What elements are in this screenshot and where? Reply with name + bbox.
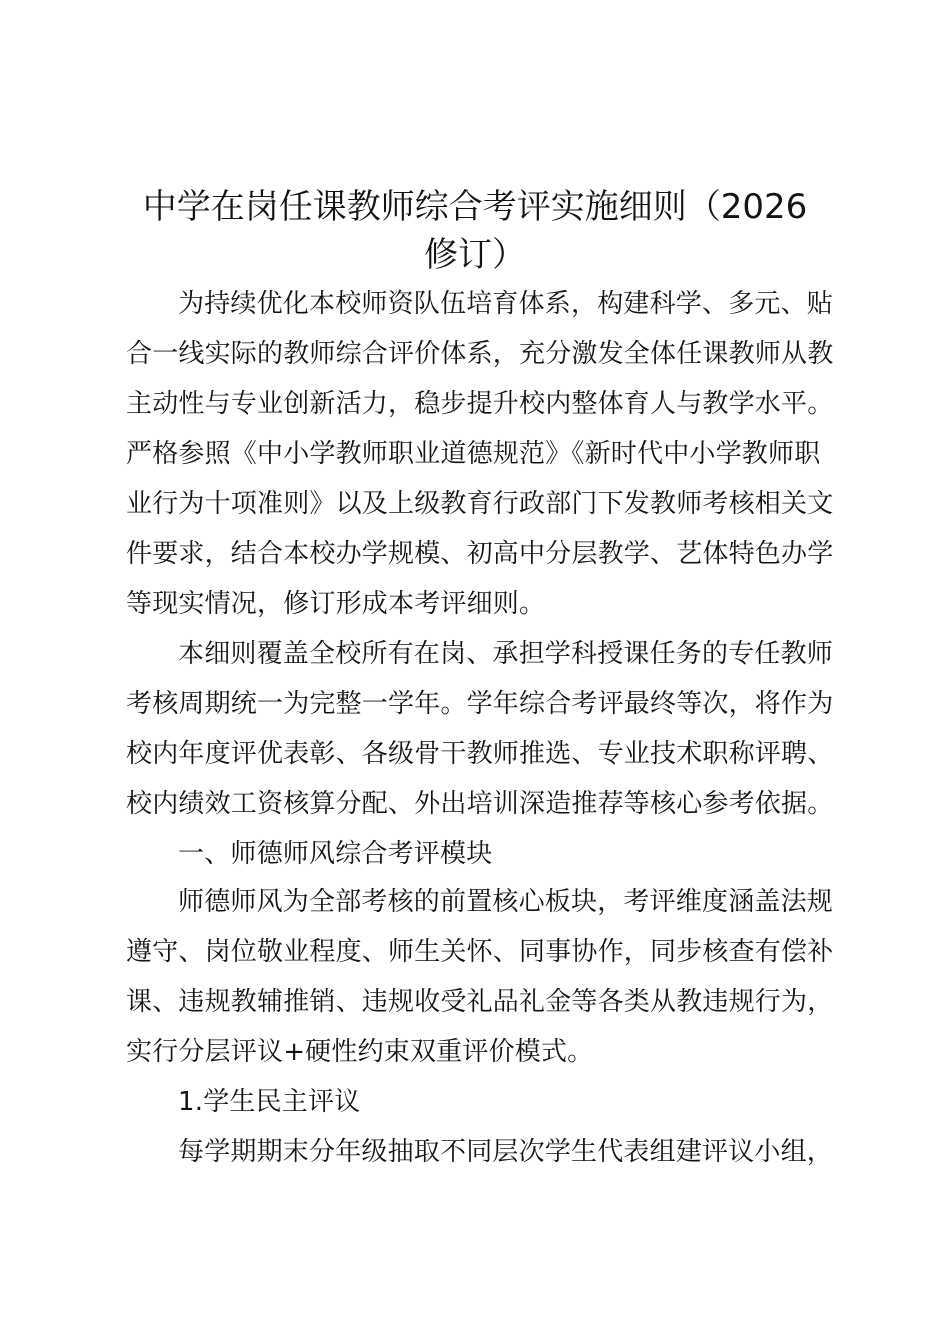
paragraph-1-line-3: 主动性与专业创新活力，稳步提升校内整体育人与教学水平。	[126, 389, 834, 419]
paragraph-1-line-4: 严格参照《中小学教师职业道德规范》《新时代中小学教师职	[126, 439, 821, 469]
paragraph-4-line-1: 每学期期末分年级抽取不同层次学生代表组建评议小组，	[178, 1137, 834, 1167]
section-heading-1: 一、师德师风综合考评模块	[178, 839, 493, 869]
paragraph-2-line-4: 校内绩效工资核算分配、外出培训深造推荐等核心参考依据。	[126, 789, 834, 819]
paragraph-2-line-3: 校内年度评优表彰、各级骨干教师推选、专业技术职称评聘、	[126, 739, 834, 769]
paragraph-1-line-6: 件要求，结合本校办学规模、初高中分层教学、艺体特色办学	[126, 539, 834, 569]
paragraph-3-line-1: 师德师风为全部考核的前置核心板块，考评维度涵盖法规	[178, 887, 834, 917]
subsection-heading-1: 1.学生民主评议	[178, 1087, 361, 1117]
paragraph-3-line-4: 实行分层评议+硬性约束双重评价模式。	[126, 1037, 594, 1067]
paragraph-2-line-2: 考核周期统一为完整一学年。学年综合考评最终等次，将作为	[126, 689, 834, 719]
paragraph-3-line-3: 课、违规教辅推销、违规收受礼品礼金等各类从教违规行为，	[126, 987, 834, 1017]
paragraph-2-line-1: 本细则覆盖全校所有在岗、承担学科授课任务的专任教师	[178, 639, 834, 669]
document-title-line-2: 修订）	[424, 235, 526, 275]
paragraph-1-line-5: 业行为十项准则》以及上级教育行政部门下发教师考核相关文	[126, 489, 834, 519]
paragraph-3-line-2: 遵守、岗位敬业程度、师生关怀、同事协作，同步核查有偿补	[126, 937, 834, 967]
document-title-line-1: 中学在岗任课教师综合考评实施细则（2026	[142, 187, 808, 227]
paragraph-1-line-7: 等现实情况，修订形成本考评细则。	[126, 589, 546, 619]
paragraph-1-line-1: 为持续优化本校师资队伍培育体系，构建科学、多元、贴	[178, 289, 834, 319]
paragraph-1-line-2: 合一线实际的教师综合评价体系，充分激发全体任课教师从教	[126, 339, 834, 369]
